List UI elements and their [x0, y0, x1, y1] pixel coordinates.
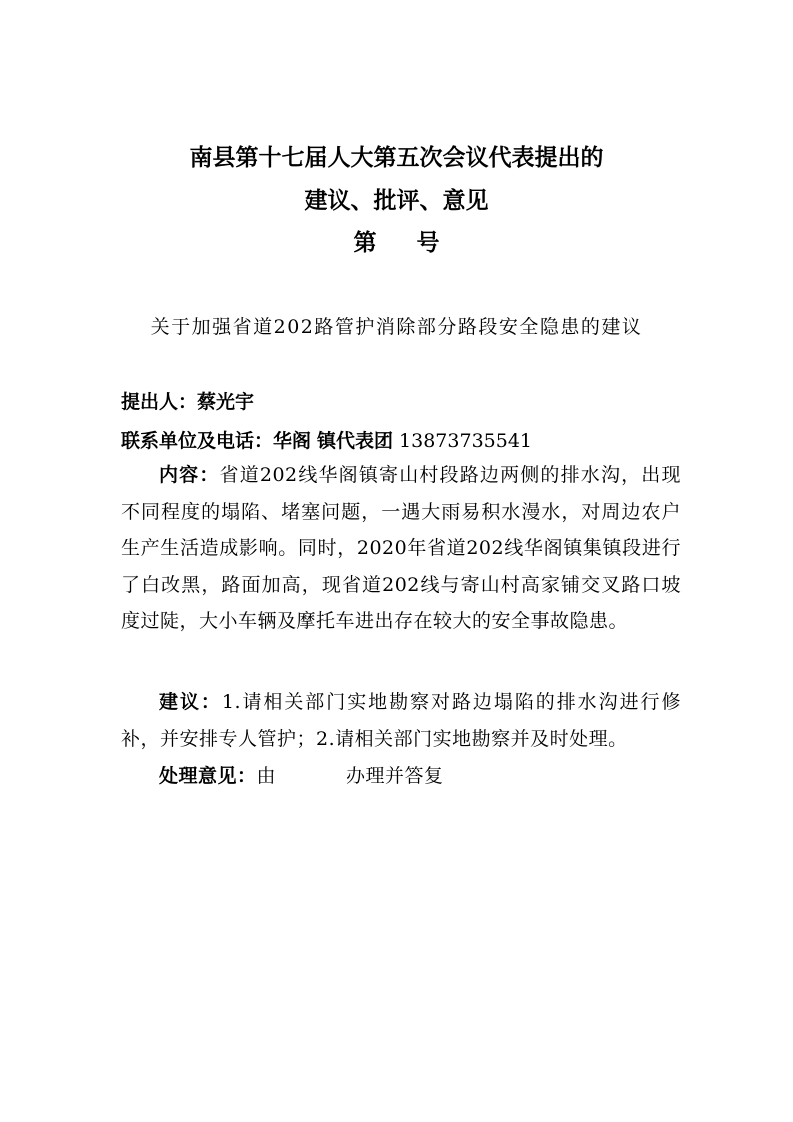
suggestion-label: 建议： [159, 691, 222, 713]
proposer-name: 蔡光宇 [197, 391, 255, 413]
contact-label: 联系单位及电话： [121, 430, 274, 452]
document-title: 南县第十七届人大第五次会议代表提出的 [189, 145, 604, 171]
number-suffix: 号 [416, 230, 440, 256]
contact-phone: 13873735541 [399, 430, 533, 452]
suggestion-paragraph [121, 684, 681, 757]
content-label: 内容： [159, 464, 220, 486]
proposal-subject: 关于加强省道202路管护消除部分路段安全隐患的建议 [150, 316, 643, 338]
handling-paragraph [121, 758, 681, 795]
contact-line [121, 428, 532, 454]
document-subtitle: 建议、批评、意见 [304, 188, 489, 214]
contact-unit-part1: 华阁 [273, 430, 312, 452]
proposer-label: 提出人： [121, 391, 198, 413]
document-number [0, 228, 793, 258]
handling-label: 处理意见： [159, 765, 257, 787]
handling-suffix: 办理并答复 [346, 765, 444, 787]
suggestion-text: 1.请相关部门实地勘察对路边塌陷的排水沟进行修补，并安排专人管护；2.请相关部门实地勘察并及时处理。 [121, 691, 681, 750]
proposer-line [121, 389, 254, 415]
content-text: 省道202线华阁镇寄山村段路边两侧的排水沟，出现不同程度的塌陷、堵塞问题，一遇大雨易积水漫水，对周边农户生产生活造成影响。同时，2020年省道202线华阁镇集镇段进行了白改黑，路面加高，现省道202线与寄山村高家铺交叉路口坡度过陡，大小车辆及摩托车进出存在较大的安全事故隐患。 [121, 464, 681, 633]
number-prefix: 第 [353, 230, 377, 256]
contact-unit-part2: 镇代表团 [317, 430, 394, 452]
handling-prefix: 由 [256, 765, 277, 787]
content-paragraph [121, 457, 681, 640]
